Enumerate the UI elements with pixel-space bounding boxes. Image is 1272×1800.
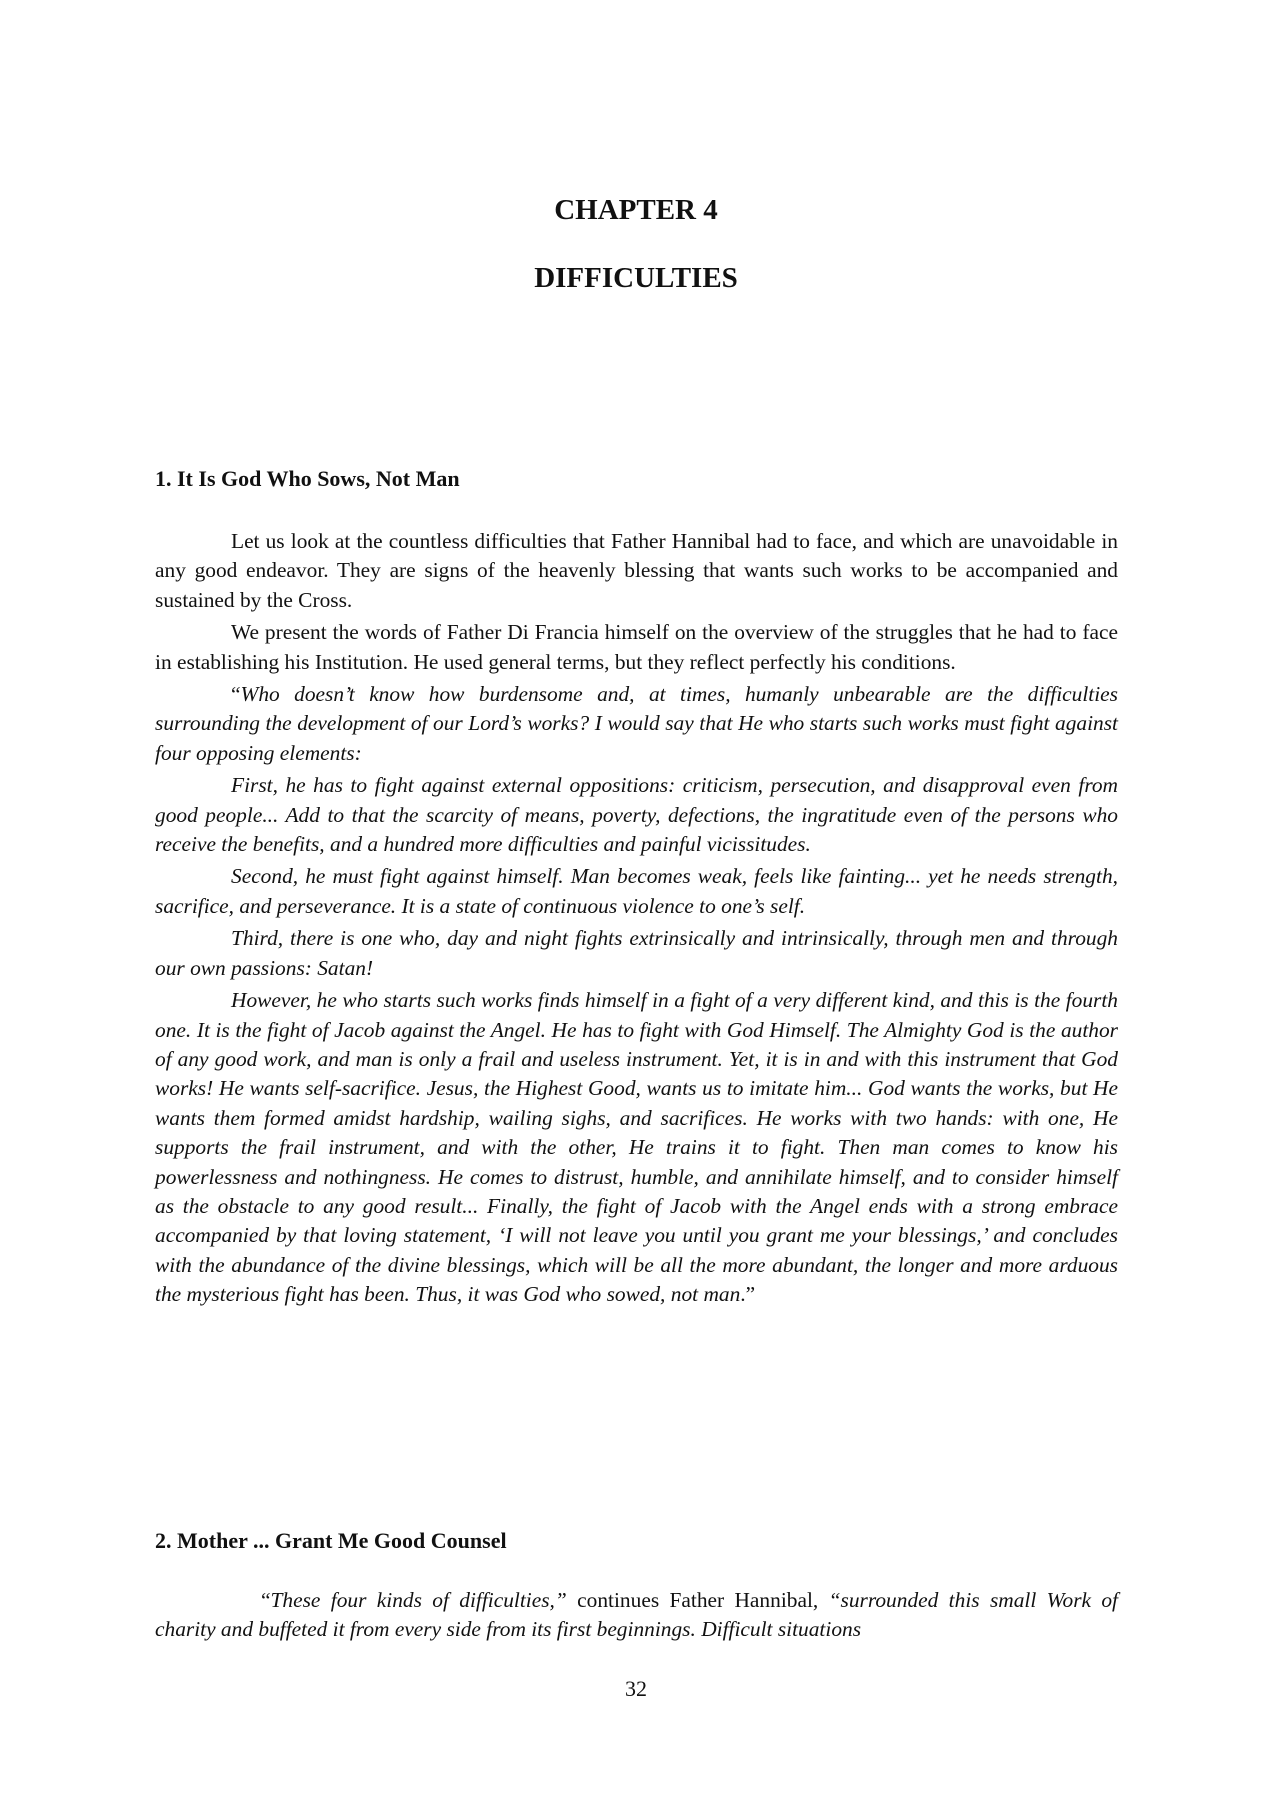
quote-block (155, 771, 1118, 983)
quote-open-mark: “ (231, 682, 241, 707)
quote-paragraph-2: First, he has to fight against external oppositions: criticism, persecution, and disapproval even from good people... Add to that the scarcity of means, poverty, defections, the ingratitude even of the persons who receive the benefits, and a hundred more difficulties and painful vicissitudes. (155, 773, 1118, 857)
section-1-paragraph-2: We present the words of Father Di Francia himself on the overview of the struggles that he had to face in establishing his Institution. He used general terms, but they reflect perfectly his conditions. (155, 620, 1118, 674)
chapter-number: CHAPTER 4 (554, 194, 718, 226)
section-1 (155, 464, 1118, 1313)
quote-paragraph-3: Second, he must fight against himself. Man becomes weak, feels like fainting... yet he needs strength, sacrifice, and perseverance. It is a state of continuous violence to one’s self. (155, 864, 1118, 918)
section-1-paragraph-1: Let us look at the countless difficulties that Father Hannibal had to face, and which are unavoidable in any good endeavor. They are signs of the heavenly blessing that wants such works to be accompanied and sustained by the Cross. (155, 529, 1118, 612)
page-number: 32 (625, 1676, 647, 1701)
quote-paragraph-5 (155, 986, 1118, 1309)
quote-text-1: Who doesn’t know how burdensome and, at times, humanly unbearable are the difficulties surrounding the development of our Lord’s works? I would say that He who starts such works must fight against four opposing elements: (155, 682, 1118, 765)
chapter-title: DIFFICULTIES (534, 262, 738, 294)
quote-close-mark: .” (740, 1282, 756, 1307)
section-2 (155, 1526, 1118, 1648)
section-2-open-mark: “ (261, 1588, 271, 1612)
section-2-heading: 2. Mother ... Grant Me Good Counsel (155, 1528, 507, 1553)
section-2-quote-a: These four kinds of difficulties,” (270, 1588, 567, 1612)
quote-paragraph-1 (155, 680, 1118, 768)
section-2-quote-b: “surrounded this small Work of charity and buffeted it from every side from its first beginnings. Difficult situations (155, 1588, 1118, 1642)
section-2-paragraph-1 (155, 1586, 1118, 1645)
section-1-heading: 1. It Is God Who Sows, Not Man (155, 466, 460, 491)
quote-text-5: However, he who starts such works finds himself in a fight of a very different kind, and this is the fourth one. It is the fight of Jacob against the Angel. He has to fight with God Himself. The Almighty God is the author of any good work, and man is only a frail and useless instrument. Yet, it is in and with this instrument that God works! He wants self-sacrifice. Jesus, the Highest Good, wants us to imitate him... God wants the works, but He wants them formed amidst hardship, wailing sighs, and sacrifices. He works with two hands: with one, He supports the frail instrument, and with the other, He trains it to fight. Then man comes to know his powerlessness and nothingness. He comes to distrust, humble, and annihilate himself, and to consider himself as the obstacle to any good result... Finally, the fight of Jacob with the Angel ends with a strong embrace accompanied by that loving statement, ‘I will not leave you until you grant me your blessings,’ and concludes with the abundance of the divine blessings, which will be all the more abundant, the longer and more arduous the mysterious fight has been. Thus, it was God who sowed, not man (155, 988, 1118, 1307)
section-2-plain-text: continues Father Hannibal, (566, 1588, 829, 1612)
quote-paragraph-4: Third, there is one who, day and night fights extrinsically and intrinsically, through men and through our own passions: Satan! (155, 926, 1118, 980)
